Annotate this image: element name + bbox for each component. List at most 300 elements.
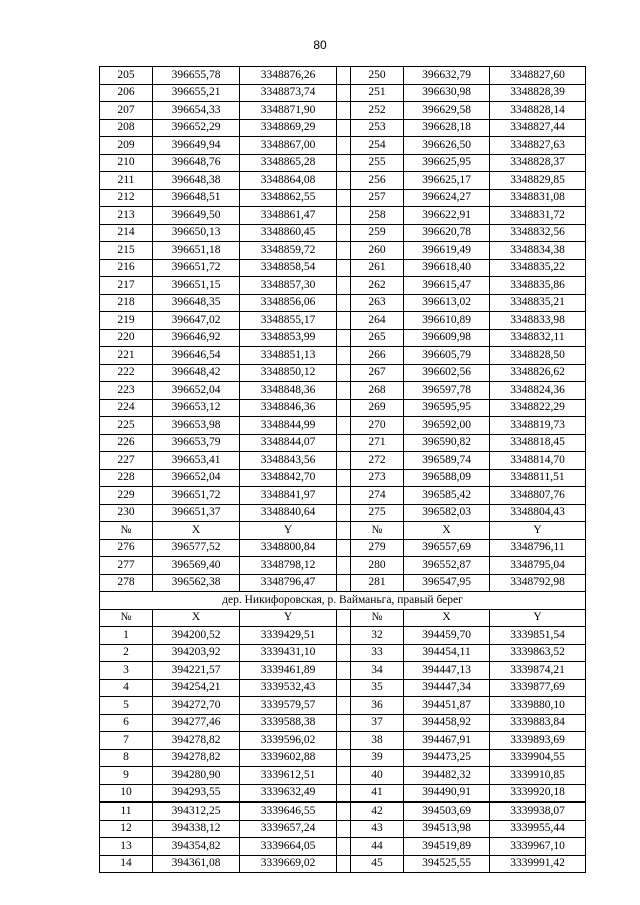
table-row xyxy=(100,784,586,802)
left-x-coordinate-cell: 394200,52 xyxy=(153,627,240,645)
left-point-number-cell: 207 xyxy=(100,102,153,120)
right-point-number-cell: 250 xyxy=(351,67,404,85)
table-row xyxy=(100,382,586,400)
right-x-coordinate-cell: 396582,03 xyxy=(404,504,490,522)
right-y-coordinate-cell: 3339938,07 xyxy=(490,802,586,820)
left-point-number-cell: 4 xyxy=(100,679,153,697)
right-x-coordinate-cell: 394503,69 xyxy=(404,802,490,820)
left-y-coordinate-cell: 3348796,47 xyxy=(240,574,337,592)
left-x-coordinate-cell: 396651,37 xyxy=(153,504,240,522)
right-point-number-cell: 261 xyxy=(351,259,404,277)
left-point-number-cell: 10 xyxy=(100,784,153,802)
column-spacer xyxy=(337,189,351,207)
right-x-coordinate-cell: 396605,79 xyxy=(404,347,490,365)
right-x-coordinate-cell: 396610,89 xyxy=(404,312,490,330)
table-row xyxy=(100,820,586,838)
left-y-coordinate-cell: 3348865,28 xyxy=(240,154,337,172)
right-point-number-cell: 39 xyxy=(351,749,404,767)
right-y-coordinate-cell: 3348822,29 xyxy=(490,399,586,417)
left-x-coordinate-cell: 396647,02 xyxy=(153,312,240,330)
left-point-number-cell: 210 xyxy=(100,154,153,172)
left-point-number-cell: 230 xyxy=(100,504,153,522)
right-x-coordinate-cell: 396618,40 xyxy=(404,259,490,277)
right-x-coordinate-cell: 396628,18 xyxy=(404,119,490,137)
column-spacer xyxy=(337,679,351,697)
right-y-coordinate-cell: 3339883,84 xyxy=(490,714,586,732)
right-point-number-cell: 257 xyxy=(351,189,404,207)
right-point-number-cell: 33 xyxy=(351,644,404,662)
table-row xyxy=(100,364,586,382)
left-point-number-cell: 14 xyxy=(100,855,153,873)
left-x-coordinate-cell: 396652,04 xyxy=(153,469,240,487)
right-point-number-cell: 271 xyxy=(351,434,404,452)
left-point-number-cell: 218 xyxy=(100,294,153,312)
left-y-coordinate-cell: 3339429,51 xyxy=(240,627,337,645)
right-x-coordinate-cell: 396547,95 xyxy=(404,574,490,592)
left-point-number-cell: 208 xyxy=(100,119,153,137)
right-x-coordinate-cell: 396619,49 xyxy=(404,242,490,260)
left-point-number-cell: 13 xyxy=(100,838,153,856)
table-row xyxy=(100,697,586,715)
left-y-coordinate-cell: 3339657,24 xyxy=(240,820,337,838)
right-y-coordinate-cell: 3348826,62 xyxy=(490,364,586,382)
right-point-number-cell: 279 xyxy=(351,539,404,557)
coordinates-table-body xyxy=(100,67,586,873)
right-y-coordinate-cell: 3348828,50 xyxy=(490,347,586,365)
table-row xyxy=(100,767,586,785)
left-y-coordinate-cell: 3339431,10 xyxy=(240,644,337,662)
right-point-number-cell: 32 xyxy=(351,627,404,645)
left-point-number-cell: 12 xyxy=(100,820,153,838)
left-point-number-cell: № xyxy=(100,609,153,627)
left-x-coordinate-cell: 394338,12 xyxy=(153,820,240,838)
right-y-coordinate-cell: 3339955,44 xyxy=(490,820,586,838)
table-row xyxy=(100,504,586,522)
left-x-coordinate-cell: 396569,40 xyxy=(153,557,240,575)
left-y-coordinate-cell: 3348842,70 xyxy=(240,469,337,487)
table-row xyxy=(100,452,586,470)
right-point-number-cell: 43 xyxy=(351,820,404,838)
column-spacer xyxy=(337,714,351,732)
right-y-coordinate-cell: 3348834,38 xyxy=(490,242,586,260)
right-y-coordinate-cell: 3348828,14 xyxy=(490,102,586,120)
right-y-coordinate-cell: 3348835,86 xyxy=(490,277,586,295)
right-point-number-cell: 264 xyxy=(351,312,404,330)
left-point-number-cell: 205 xyxy=(100,67,153,85)
column-spacer xyxy=(337,102,351,120)
left-y-coordinate-cell: 3348861,47 xyxy=(240,207,337,225)
left-x-coordinate-cell: X xyxy=(153,522,240,540)
right-x-coordinate-cell: 396615,47 xyxy=(404,277,490,295)
left-y-coordinate-cell: 3339664,05 xyxy=(240,838,337,856)
left-y-coordinate-cell: 3348867,00 xyxy=(240,137,337,155)
right-point-number-cell: 259 xyxy=(351,224,404,242)
right-x-coordinate-cell: 396630,98 xyxy=(404,84,490,102)
left-y-coordinate-cell: 3348855,17 xyxy=(240,312,337,330)
right-y-coordinate-cell: 3348832,56 xyxy=(490,224,586,242)
right-x-coordinate-cell: 396624,27 xyxy=(404,189,490,207)
left-x-coordinate-cell: 396646,92 xyxy=(153,329,240,347)
page-number: 80 xyxy=(313,38,327,52)
right-x-coordinate-cell: 394490,91 xyxy=(404,784,490,802)
right-x-coordinate-cell: 396620,78 xyxy=(404,224,490,242)
right-point-number-cell: 40 xyxy=(351,767,404,785)
left-y-coordinate-cell: 3348840,64 xyxy=(240,504,337,522)
right-y-coordinate-cell: 3348814,70 xyxy=(490,452,586,470)
column-spacer xyxy=(337,697,351,715)
right-x-coordinate-cell: 394513,98 xyxy=(404,820,490,838)
column-spacer xyxy=(337,312,351,330)
left-point-number-cell: 211 xyxy=(100,172,153,190)
left-point-number-cell: 217 xyxy=(100,277,153,295)
table-row xyxy=(100,207,586,225)
left-x-coordinate-cell: 396648,35 xyxy=(153,294,240,312)
left-point-number-cell: 1 xyxy=(100,627,153,645)
right-y-coordinate-cell: 3339910,85 xyxy=(490,767,586,785)
left-point-number-cell: 9 xyxy=(100,767,153,785)
left-x-coordinate-cell: 396653,41 xyxy=(153,452,240,470)
right-point-number-cell: 36 xyxy=(351,697,404,715)
left-y-coordinate-cell: 3348864,08 xyxy=(240,172,337,190)
left-y-coordinate-cell: 3348844,99 xyxy=(240,417,337,435)
right-x-coordinate-cell: 394482,32 xyxy=(404,767,490,785)
left-x-coordinate-cell: 396648,42 xyxy=(153,364,240,382)
right-point-number-cell: 45 xyxy=(351,855,404,873)
right-point-number-cell: 267 xyxy=(351,364,404,382)
column-spacer xyxy=(337,609,351,627)
left-y-coordinate-cell: 3348856,06 xyxy=(240,294,337,312)
right-x-coordinate-cell: 396589,74 xyxy=(404,452,490,470)
right-x-coordinate-cell: 396588,09 xyxy=(404,469,490,487)
column-spacer xyxy=(337,802,351,820)
left-x-coordinate-cell: 396651,15 xyxy=(153,277,240,295)
right-y-coordinate-cell: 3348832,11 xyxy=(490,329,586,347)
left-point-number-cell: 8 xyxy=(100,749,153,767)
right-x-coordinate-cell: 396626,50 xyxy=(404,137,490,155)
left-point-number-cell: 2 xyxy=(100,644,153,662)
left-x-coordinate-cell: 394254,21 xyxy=(153,679,240,697)
right-point-number-cell: 254 xyxy=(351,137,404,155)
left-x-coordinate-cell: 394221,57 xyxy=(153,662,240,680)
left-x-coordinate-cell: 396648,76 xyxy=(153,154,240,172)
left-y-coordinate-cell: 3339602,88 xyxy=(240,749,337,767)
table-row xyxy=(100,557,586,575)
right-y-coordinate-cell: 3348835,21 xyxy=(490,294,586,312)
table-row xyxy=(100,469,586,487)
right-point-number-cell: 42 xyxy=(351,802,404,820)
left-y-coordinate-cell: 3339596,02 xyxy=(240,732,337,750)
right-point-number-cell: 265 xyxy=(351,329,404,347)
column-spacer xyxy=(337,557,351,575)
column-spacer xyxy=(337,259,351,277)
right-y-coordinate-cell: 3348792,98 xyxy=(490,574,586,592)
left-point-number-cell: 227 xyxy=(100,452,153,470)
left-x-coordinate-cell: 396562,38 xyxy=(153,574,240,592)
column-spacer xyxy=(337,84,351,102)
right-x-coordinate-cell: 396592,00 xyxy=(404,417,490,435)
right-y-coordinate-cell: Y xyxy=(490,522,586,540)
left-x-coordinate-cell: 394354,82 xyxy=(153,838,240,856)
right-y-coordinate-cell: 3339877,69 xyxy=(490,679,586,697)
right-point-number-cell: 281 xyxy=(351,574,404,592)
left-point-number-cell: 228 xyxy=(100,469,153,487)
left-y-coordinate-cell: 3339532,43 xyxy=(240,679,337,697)
table-row xyxy=(100,417,586,435)
right-x-coordinate-cell: 396622,91 xyxy=(404,207,490,225)
table-row xyxy=(100,574,586,592)
right-y-coordinate-cell: 3348827,60 xyxy=(490,67,586,85)
table-row xyxy=(100,347,586,365)
left-point-number-cell: 222 xyxy=(100,364,153,382)
table-row xyxy=(100,154,586,172)
column-spacer xyxy=(337,855,351,873)
right-x-coordinate-cell: 394525,55 xyxy=(404,855,490,873)
left-y-coordinate-cell: Y xyxy=(240,609,337,627)
right-y-coordinate-cell: 3339967,10 xyxy=(490,838,586,856)
left-point-number-cell: 223 xyxy=(100,382,153,400)
left-point-number-cell: 221 xyxy=(100,347,153,365)
left-x-coordinate-cell: 394312,25 xyxy=(153,802,240,820)
left-x-coordinate-cell: 396652,04 xyxy=(153,382,240,400)
table-row xyxy=(100,312,586,330)
right-x-coordinate-cell: 396625,17 xyxy=(404,172,490,190)
table-row xyxy=(100,644,586,662)
table-row xyxy=(100,802,586,820)
left-x-coordinate-cell: 396648,38 xyxy=(153,172,240,190)
left-x-coordinate-cell: 396655,78 xyxy=(153,67,240,85)
table-row xyxy=(100,137,586,155)
right-x-coordinate-cell: 396609,98 xyxy=(404,329,490,347)
column-spacer xyxy=(337,224,351,242)
left-point-number-cell: 213 xyxy=(100,207,153,225)
right-x-coordinate-cell: 394459,70 xyxy=(404,627,490,645)
left-y-coordinate-cell: 3348846,36 xyxy=(240,399,337,417)
right-point-number-cell: 35 xyxy=(351,679,404,697)
left-point-number-cell: 5 xyxy=(100,697,153,715)
table-row xyxy=(100,172,586,190)
right-point-number-cell: 275 xyxy=(351,504,404,522)
left-y-coordinate-cell: 3348862,55 xyxy=(240,189,337,207)
right-point-number-cell: 34 xyxy=(351,662,404,680)
column-spacer xyxy=(337,820,351,838)
left-y-coordinate-cell: 3348873,74 xyxy=(240,84,337,102)
column-spacer xyxy=(337,452,351,470)
table-row xyxy=(100,679,586,697)
left-point-number-cell: 7 xyxy=(100,732,153,750)
section-title-row xyxy=(100,592,586,610)
left-x-coordinate-cell: 396654,33 xyxy=(153,102,240,120)
right-x-coordinate-cell: 394458,92 xyxy=(404,714,490,732)
column-spacer xyxy=(337,469,351,487)
left-point-number-cell: 214 xyxy=(100,224,153,242)
right-y-coordinate-cell: 3348795,04 xyxy=(490,557,586,575)
right-y-coordinate-cell: 3348818,45 xyxy=(490,434,586,452)
right-y-coordinate-cell: 3348828,39 xyxy=(490,84,586,102)
right-y-coordinate-cell: 3339863,52 xyxy=(490,644,586,662)
right-point-number-cell: № xyxy=(351,609,404,627)
right-point-number-cell: 272 xyxy=(351,452,404,470)
right-x-coordinate-cell: 396557,69 xyxy=(404,539,490,557)
right-y-coordinate-cell: 3348829,85 xyxy=(490,172,586,190)
left-x-coordinate-cell: 394203,92 xyxy=(153,644,240,662)
right-x-coordinate-cell: X xyxy=(404,609,490,627)
left-y-coordinate-cell: 3348858,54 xyxy=(240,259,337,277)
right-y-coordinate-cell: 3348824,36 xyxy=(490,382,586,400)
left-point-number-cell: 219 xyxy=(100,312,153,330)
right-y-coordinate-cell: 3348835,22 xyxy=(490,259,586,277)
section-title: дер. Никифоровская, р. Вайманьга, правый берег xyxy=(100,592,586,610)
left-x-coordinate-cell: 394293,55 xyxy=(153,784,240,802)
table-row xyxy=(100,84,586,102)
right-y-coordinate-cell: 3339904,55 xyxy=(490,749,586,767)
left-point-number-cell: 209 xyxy=(100,137,153,155)
table-row xyxy=(100,714,586,732)
left-y-coordinate-cell: 3348871,90 xyxy=(240,102,337,120)
column-spacer xyxy=(337,487,351,505)
left-y-coordinate-cell: 3348857,30 xyxy=(240,277,337,295)
table-row xyxy=(100,732,586,750)
table-row xyxy=(100,627,586,645)
table-row xyxy=(100,242,586,260)
right-x-coordinate-cell: 396602,56 xyxy=(404,364,490,382)
left-y-coordinate-cell: 3348876,26 xyxy=(240,67,337,85)
right-point-number-cell: 268 xyxy=(351,382,404,400)
column-spacer xyxy=(337,399,351,417)
left-y-coordinate-cell: Y xyxy=(240,522,337,540)
right-y-coordinate-cell: 3348833,98 xyxy=(490,312,586,330)
table-row xyxy=(100,259,586,277)
table-row xyxy=(100,329,586,347)
right-y-coordinate-cell: 3339920,18 xyxy=(490,784,586,802)
right-x-coordinate-cell: 394467,91 xyxy=(404,732,490,750)
left-y-coordinate-cell: 3348843,56 xyxy=(240,452,337,470)
left-x-coordinate-cell: 396653,12 xyxy=(153,399,240,417)
left-y-coordinate-cell: 3339646,55 xyxy=(240,802,337,820)
column-spacer xyxy=(337,242,351,260)
right-point-number-cell: 274 xyxy=(351,487,404,505)
left-x-coordinate-cell: 394361,08 xyxy=(153,855,240,873)
column-spacer xyxy=(337,137,351,155)
left-y-coordinate-cell: 3339461,89 xyxy=(240,662,337,680)
right-y-coordinate-cell: 3348827,63 xyxy=(490,137,586,155)
left-y-coordinate-cell: 3348844,07 xyxy=(240,434,337,452)
right-x-coordinate-cell: 394451,87 xyxy=(404,697,490,715)
right-point-number-cell: 280 xyxy=(351,557,404,575)
left-y-coordinate-cell: 3339588,38 xyxy=(240,714,337,732)
left-x-coordinate-cell: 396651,72 xyxy=(153,487,240,505)
left-x-coordinate-cell: 396649,50 xyxy=(153,207,240,225)
right-y-coordinate-cell: 3348807,76 xyxy=(490,487,586,505)
left-point-number-cell: 277 xyxy=(100,557,153,575)
left-y-coordinate-cell: 3348860,45 xyxy=(240,224,337,242)
left-x-coordinate-cell: 396650,13 xyxy=(153,224,240,242)
right-y-coordinate-cell: 3348828,37 xyxy=(490,154,586,172)
left-x-coordinate-cell: 396646,54 xyxy=(153,347,240,365)
left-y-coordinate-cell: 3339632,49 xyxy=(240,784,337,802)
left-x-coordinate-cell: 396649,94 xyxy=(153,137,240,155)
left-point-number-cell: № xyxy=(100,522,153,540)
column-spacer xyxy=(337,119,351,137)
left-y-coordinate-cell: 3348850,12 xyxy=(240,364,337,382)
column-spacer xyxy=(337,574,351,592)
column-spacer xyxy=(337,838,351,856)
column-spacer xyxy=(337,294,351,312)
right-point-number-cell: 258 xyxy=(351,207,404,225)
column-spacer xyxy=(337,522,351,540)
left-x-coordinate-cell: X xyxy=(153,609,240,627)
left-x-coordinate-cell: 396652,29 xyxy=(153,119,240,137)
column-spacer xyxy=(337,504,351,522)
left-x-coordinate-cell: 394280,90 xyxy=(153,767,240,785)
right-x-coordinate-cell: 396625,95 xyxy=(404,154,490,172)
left-x-coordinate-cell: 394278,82 xyxy=(153,749,240,767)
table-row xyxy=(100,102,586,120)
right-x-coordinate-cell: 396632,79 xyxy=(404,67,490,85)
right-y-coordinate-cell: 3348796,11 xyxy=(490,539,586,557)
table-row xyxy=(100,224,586,242)
table-row xyxy=(100,277,586,295)
right-x-coordinate-cell: 396613,02 xyxy=(404,294,490,312)
left-point-number-cell: 216 xyxy=(100,259,153,277)
right-point-number-cell: 262 xyxy=(351,277,404,295)
column-spacer xyxy=(337,364,351,382)
column-spacer xyxy=(337,347,351,365)
column-spacer xyxy=(337,67,351,85)
table-row xyxy=(100,487,586,505)
right-point-number-cell: № xyxy=(351,522,404,540)
column-spacer xyxy=(337,732,351,750)
right-x-coordinate-cell: 394454,11 xyxy=(404,644,490,662)
right-y-coordinate-cell: 3339893,69 xyxy=(490,732,586,750)
left-y-coordinate-cell: 3348800,84 xyxy=(240,539,337,557)
right-point-number-cell: 38 xyxy=(351,732,404,750)
column-spacer xyxy=(337,539,351,557)
column-spacer xyxy=(337,207,351,225)
column-spacer xyxy=(337,382,351,400)
left-y-coordinate-cell: 3348869,29 xyxy=(240,119,337,137)
column-spacer xyxy=(337,277,351,295)
right-point-number-cell: 260 xyxy=(351,242,404,260)
coordinates-table xyxy=(99,66,586,873)
column-spacer xyxy=(337,434,351,452)
left-point-number-cell: 215 xyxy=(100,242,153,260)
left-y-coordinate-cell: 3348848,36 xyxy=(240,382,337,400)
table-row xyxy=(100,749,586,767)
left-point-number-cell: 212 xyxy=(100,189,153,207)
table-row xyxy=(100,855,586,873)
column-spacer xyxy=(337,662,351,680)
right-y-coordinate-cell: 3348819,73 xyxy=(490,417,586,435)
left-point-number-cell: 3 xyxy=(100,662,153,680)
right-x-coordinate-cell: 394447,34 xyxy=(404,679,490,697)
left-point-number-cell: 206 xyxy=(100,84,153,102)
right-point-number-cell: 251 xyxy=(351,84,404,102)
left-point-number-cell: 11 xyxy=(100,802,153,820)
left-point-number-cell: 220 xyxy=(100,329,153,347)
right-point-number-cell: 37 xyxy=(351,714,404,732)
left-x-coordinate-cell: 396653,98 xyxy=(153,417,240,435)
right-point-number-cell: 44 xyxy=(351,838,404,856)
right-y-coordinate-cell: 3339874,21 xyxy=(490,662,586,680)
column-spacer xyxy=(337,329,351,347)
right-x-coordinate-cell: 394473,25 xyxy=(404,749,490,767)
column-spacer xyxy=(337,417,351,435)
right-point-number-cell: 273 xyxy=(351,469,404,487)
table-row xyxy=(100,119,586,137)
right-y-coordinate-cell: 3348811,51 xyxy=(490,469,586,487)
left-point-number-cell: 276 xyxy=(100,539,153,557)
table-header-row xyxy=(100,609,586,627)
